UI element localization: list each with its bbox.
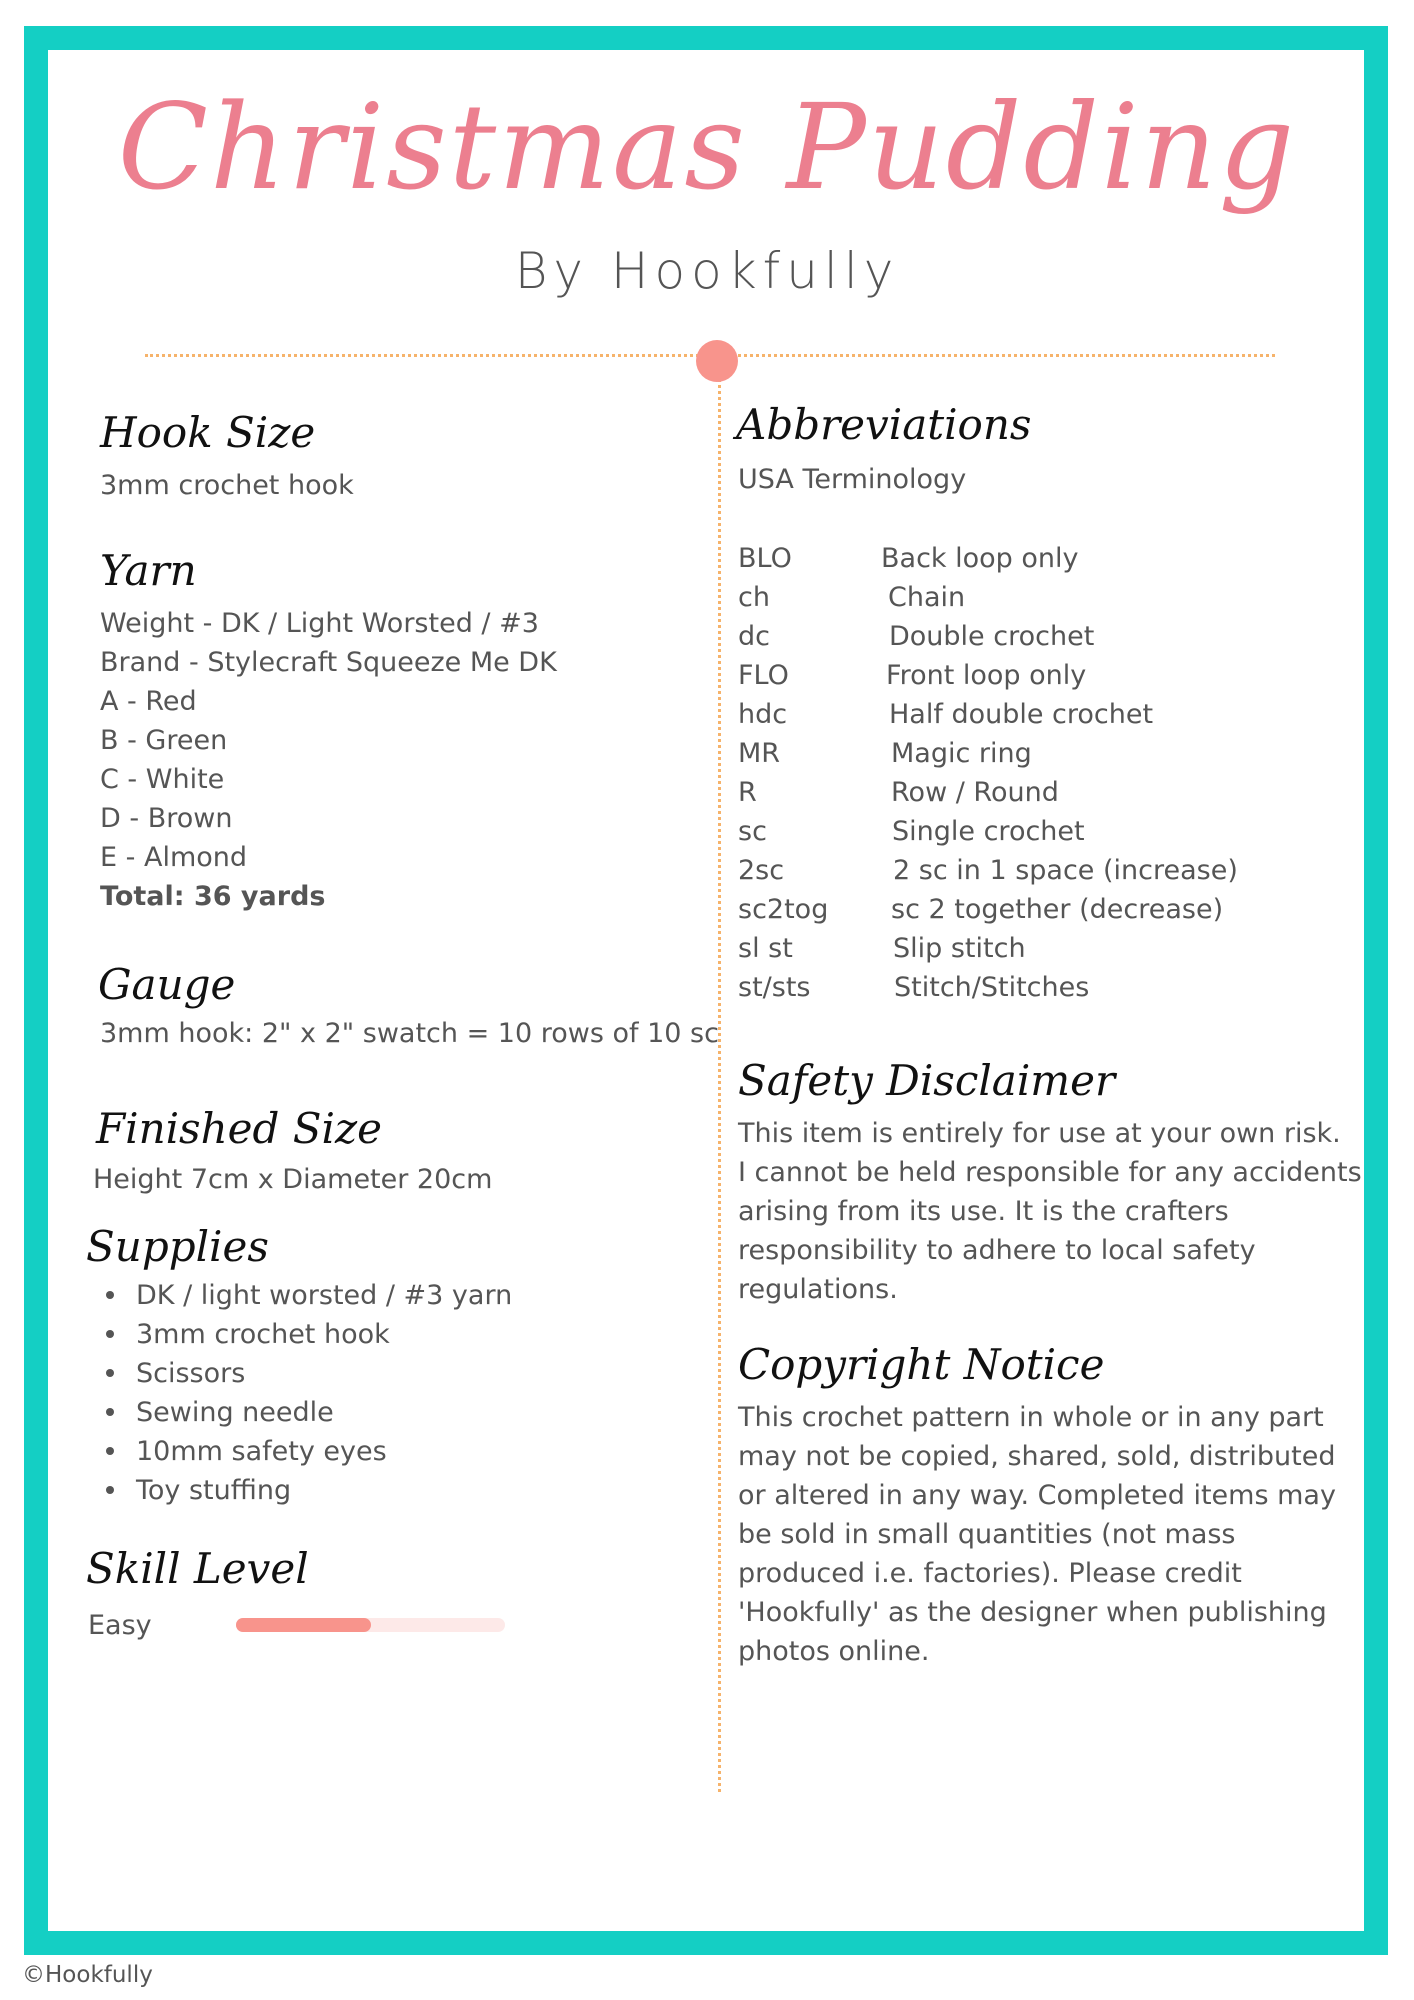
- yarn-line: D - Brown: [100, 803, 233, 834]
- gauge-heading: Gauge: [98, 960, 236, 1009]
- finished-size-heading: Finished Size: [96, 1104, 382, 1153]
- yarn-heading: Yarn: [100, 546, 197, 595]
- vertical-divider: [718, 362, 721, 1792]
- safety-disclaimer-text: This item is entirely for use at your own risk. I cannot be held responsible for any accidents arising from its use. It is the crafters responsibility to adhere to local safety regulations.: [738, 1118, 1362, 1305]
- copyright-notice-heading: Copyright Notice: [738, 1340, 1105, 1389]
- bullet-icon: [106, 1447, 114, 1455]
- bullet-icon: [106, 1330, 114, 1338]
- skill-level-heading: Skill Level: [86, 1544, 309, 1593]
- yarn-line: Brand - Stylecraft Squeeze Me DK: [100, 647, 557, 678]
- bullet-icon: [106, 1408, 114, 1416]
- footer-copyright: ©Hookfully: [22, 1962, 153, 1988]
- list-item: 10mm safety eyes: [106, 1432, 512, 1471]
- list-item: 3mm crochet hook: [106, 1315, 512, 1354]
- list-item: DK / light worsted / #3 yarn: [106, 1276, 512, 1315]
- list-item: Toy stuffing: [106, 1471, 512, 1510]
- supplies-heading: Supplies: [86, 1222, 269, 1271]
- gauge-text: 3mm hook: 2" x 2" swatch = 10 rows of 10 sc: [100, 1018, 719, 1049]
- yarn-line: Weight - DK / Light Worsted / #3: [100, 608, 539, 639]
- hook-size-text: 3mm crochet hook: [100, 470, 354, 501]
- finished-size-text: Height 7cm x Diameter 20cm: [93, 1164, 493, 1195]
- yarn-line: E - Almond: [100, 842, 248, 873]
- hook-size-heading: Hook Size: [100, 408, 316, 457]
- yarn-line: B - Green: [100, 725, 228, 756]
- skill-level-label: Easy: [88, 1610, 152, 1641]
- terminology-text: USA Terminology: [738, 464, 967, 495]
- list-item: Sewing needle: [106, 1393, 512, 1432]
- bullet-icon: [106, 1486, 114, 1494]
- bullet-icon: [106, 1291, 114, 1299]
- list-item: Scissors: [106, 1354, 512, 1393]
- skill-level-fill: [236, 1618, 371, 1632]
- divider-dot: [696, 340, 738, 382]
- page-subtitle: By Hookfully: [514, 242, 900, 300]
- supplies-list: [106, 1276, 512, 1510]
- abbreviations-heading: Abbreviations: [736, 400, 1032, 449]
- copyright-notice-text: This crochet pattern in whole or in any part may not be copied, shared, sold, distributed or altered in any way. Completed items may be sold in small quantities (not mass produced i.e. factories). Please credit 'Hookfully' as the designer when publishing photos online.: [738, 1402, 1336, 1667]
- yarn-list: [100, 604, 557, 916]
- yarn-line: A - Red: [100, 686, 197, 717]
- yarn-line: C - White: [100, 764, 225, 795]
- safety-disclaimer-heading: Safety Disclaimer: [738, 1056, 1116, 1105]
- page-title: Christmas Pudding: [117, 78, 1297, 216]
- yarn-total: Total: 36 yards: [100, 881, 326, 912]
- bullet-icon: [106, 1369, 114, 1377]
- skill-level-bar: [236, 1618, 505, 1632]
